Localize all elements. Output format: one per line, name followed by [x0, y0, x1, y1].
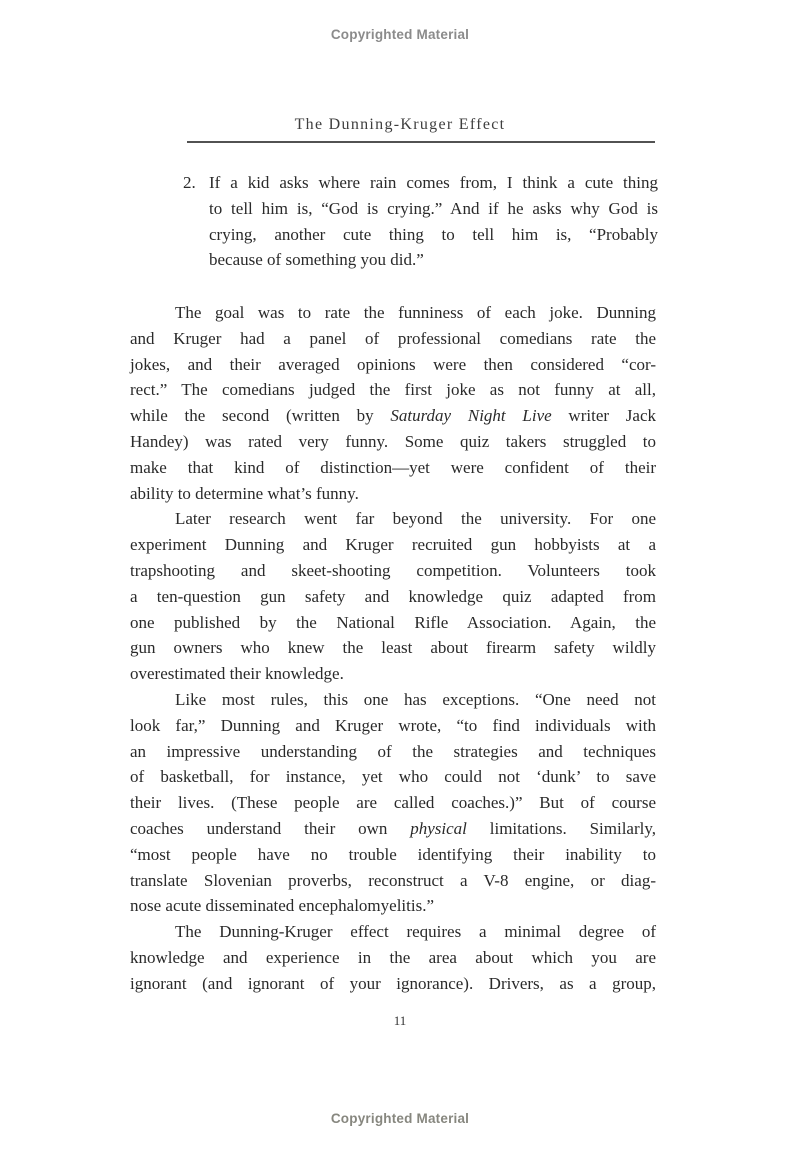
text-line	[130, 558, 656, 584]
text-segment: because of something you did.”	[209, 250, 424, 270]
text-segment: ignorant (and ignorant of your ignorance). Drivers, as a group,	[130, 973, 656, 993]
text-segment: jokes, and their averaged opinions were then considered “cor-	[130, 354, 656, 374]
text-line	[130, 429, 656, 455]
italic-text: physical	[410, 818, 467, 838]
text-segment: coaches understand their own	[130, 818, 411, 838]
page-number: 11	[393, 1013, 407, 1028]
text-line	[209, 247, 658, 273]
text-line	[130, 661, 656, 687]
text-segment: trapshooting and skeet-shooting competition. Volunteers took	[130, 560, 656, 580]
list-item-text	[209, 170, 658, 273]
text-segment: The Dunning-Kruger effect requires a minimal degree of	[175, 922, 656, 942]
text-line	[130, 739, 656, 765]
text-segment: “most people have no trouble identifying their inability to	[130, 844, 656, 864]
text-line	[209, 196, 658, 222]
text-line	[130, 816, 656, 842]
paragraph	[130, 506, 656, 687]
text-line	[130, 790, 656, 816]
text-segment: an impressive understanding of the strategies and techniques	[130, 741, 656, 761]
text-line	[130, 635, 656, 661]
paragraph	[130, 919, 656, 996]
text-segment: overestimated their knowledge.	[130, 664, 344, 684]
text-line	[130, 326, 656, 352]
text-line	[130, 403, 656, 429]
text-line	[130, 713, 656, 739]
text-segment: look far,” Dunning and Kruger wrote, “to find individuals with	[130, 715, 656, 735]
body-text	[130, 300, 656, 997]
text-line	[130, 764, 656, 790]
text-line	[130, 455, 656, 481]
text-segment: If a kid asks where rain comes from, I think a cute thing	[209, 173, 658, 192]
text-line	[130, 610, 656, 636]
text-segment: limitations. Similarly,	[466, 818, 656, 838]
text-line	[130, 919, 656, 945]
running-head: The Dunning-Kruger Effect	[294, 116, 506, 133]
text-segment: The goal was to rate the funniness of each joke. Dunning	[175, 303, 656, 322]
text-line	[209, 170, 658, 196]
text-line	[130, 687, 656, 713]
text-line	[130, 893, 656, 919]
text-segment: nose acute disseminated encephalomyelitis.”	[130, 896, 435, 916]
text-line	[130, 945, 656, 971]
text-line	[130, 300, 656, 326]
text-line	[130, 506, 656, 532]
text-line	[130, 352, 656, 378]
text-segment: ability to determine what’s funny.	[130, 483, 359, 503]
numbered-list-item	[183, 170, 658, 273]
text-segment: to tell him is, “God is crying.” And if he asks why God is	[209, 198, 658, 218]
text-segment: Like most rules, this one has exceptions. “One need not	[175, 689, 656, 709]
text-segment: writer Jack	[551, 406, 656, 426]
text-segment: rect.” The comedians judged the first joke as not funny at all,	[130, 380, 656, 400]
text-line	[130, 584, 656, 610]
text-line	[130, 532, 656, 558]
text-segment: Handey) was rated very funny. Some quiz takers struggled to	[130, 431, 656, 451]
text-segment: one published by the National Rifle Association. Again, the	[130, 612, 656, 632]
paragraph	[130, 300, 656, 506]
paragraph	[130, 687, 656, 919]
text-segment: crying, another cute thing to tell him is, “Probably	[209, 224, 658, 244]
list-item-number: 2.	[183, 173, 196, 192]
text-segment: knowledge and experience in the area about which you are	[130, 947, 656, 967]
text-segment: and Kruger had a panel of professional comedians rate the	[130, 328, 656, 348]
text-line	[130, 377, 656, 403]
text-line	[130, 481, 656, 507]
text-line	[209, 222, 658, 248]
text-line	[130, 868, 656, 894]
text-segment: translate Slovenian proverbs, reconstruct a V-8 engine, or diag-	[130, 870, 656, 890]
text-segment: a ten-question gun safety and knowledge quiz adapted from	[130, 586, 656, 606]
text-line	[130, 842, 656, 868]
text-segment: make that kind of distinction—yet were confident of their	[130, 457, 656, 477]
text-segment: of basketball, for instance, yet who could not ‘dunk’ to save	[130, 767, 656, 787]
copyright-notice-bottom: Copyrighted Material	[330, 1111, 470, 1126]
text-segment: Later research went far beyond the university. For one	[175, 509, 656, 529]
text-line	[130, 971, 656, 997]
text-segment: their lives. (These people are called coaches.)” But of course	[130, 793, 656, 813]
text-segment: experiment Dunning and Kruger recruited gun hobbyists at a	[130, 535, 656, 555]
text-segment: while the second (written by	[130, 406, 391, 426]
text-segment: gun owners who knew the least about firearm safety wildly	[130, 638, 656, 658]
header-rule	[187, 141, 655, 143]
italic-text: Saturday Night Live	[390, 406, 552, 426]
copyright-notice-top: Copyrighted Material	[330, 27, 470, 42]
